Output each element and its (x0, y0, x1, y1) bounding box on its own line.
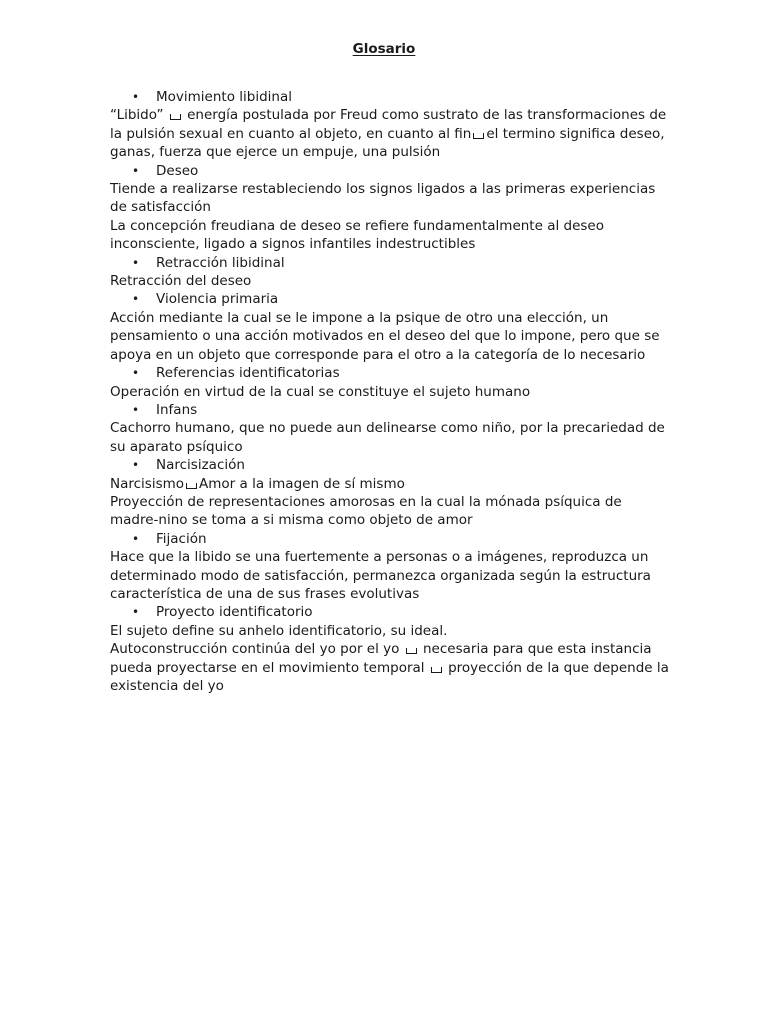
glossary-term (110, 603, 670, 621)
definition-paragraph (110, 419, 670, 456)
definition-text: Cachorro humano, que no puede aun delinearse como niño, por la precariedad de su aparato psíquico (110, 420, 665, 455)
definition-text: Autoconstrucción continúa del yo por el yo (110, 641, 404, 658)
separator-icon (170, 114, 181, 120)
separator-icon (406, 648, 417, 654)
term-label: Deseo (156, 162, 199, 179)
definition-text: el termino significa deseo, ganas, fuerza que ejerce un empuje, una pulsión (110, 125, 665, 161)
bullet-icon: • (132, 458, 140, 473)
definition-paragraph (110, 180, 670, 217)
term-label: Proyecto identificatorio (156, 604, 313, 621)
separator-icon (431, 667, 442, 673)
glossary-body (110, 88, 670, 695)
definition-paragraph (110, 548, 670, 603)
term-label: Narcisización (156, 457, 245, 474)
definition-text: Tiende a realizarse restableciendo los signos ligados a las primeras experiencias de satisfacción (110, 181, 656, 216)
definition-text: La concepción freudiana de deseo se refiere fundamentalmente al deseo inconsciente, ligado a signos infantiles indestructibles (110, 217, 604, 253)
definition-text: Acción mediante la cual se le impone a la psique de otro una elección, un pensamiento o una acción motivados en el deseo del que lo impone, pero que se apoya en un objeto que corresponde para el otro a la categoría de lo necesario (110, 309, 660, 363)
definition-paragraph (110, 475, 670, 493)
term-label: Fijación (156, 530, 207, 547)
definition-text: “Libido” (110, 107, 168, 124)
bullet-icon: • (132, 605, 140, 620)
definition-text: Operación en virtud de la cual se constituye el sujeto humano (110, 383, 531, 400)
definition-paragraph (110, 493, 670, 530)
bullet-icon: • (132, 163, 140, 178)
term-label: Retracción libidinal (156, 254, 285, 271)
glossary-term (110, 456, 670, 474)
bullet-icon: • (132, 402, 140, 417)
definition-text: Proyección de representaciones amorosas en la cual la mónada psíquica de madre-nino se toma a si misma como objeto de amor (110, 493, 622, 529)
bullet-icon: • (132, 531, 140, 546)
definition-text: El sujeto define su anhelo identificatorio, su ideal. (110, 622, 448, 639)
definition-paragraph (110, 272, 670, 290)
glossary-term (110, 290, 670, 308)
definition-paragraph (110, 383, 670, 401)
glossary-term (110, 254, 670, 272)
definition-paragraph (110, 309, 670, 364)
bullet-icon: • (132, 90, 140, 104)
definition-text: Narcisismo (110, 475, 185, 492)
separator-icon (473, 133, 484, 139)
term-label: Referencias identificatorias (156, 365, 340, 382)
definition-paragraph (110, 106, 670, 161)
definition-text: proyección de la que depende la existencia del yo (110, 659, 669, 694)
glossary-term (110, 162, 670, 180)
definition-text: energía postulada por Freud como sustrato de las transformaciones de la pulsión sexual en cuanto al objeto, en cuanto al fin (110, 107, 667, 142)
term-label: Movimiento libidinal (156, 89, 292, 105)
definition-text: Hace que la libido se una fuertemente a personas o a imágenes, reproduzca un determinado modo de satisfacción, permanezca organizada según la estructura característica de una de sus frases evolutivas (110, 549, 651, 602)
term-label: Infans (156, 401, 198, 418)
bullet-icon: • (132, 292, 140, 307)
definition-paragraph (110, 622, 670, 640)
glossary-term (110, 88, 670, 106)
definition-text: necesaria para que esta instancia pueda proyectarse en el movimiento temporal (110, 641, 652, 676)
definition-text: Retracción del deseo (110, 273, 252, 290)
glossary-term (110, 364, 670, 382)
bullet-icon: • (132, 255, 140, 270)
term-label: Violencia primaria (156, 291, 279, 308)
glossary-term (110, 401, 670, 419)
glossary-term (110, 530, 670, 548)
definition-paragraph (110, 640, 670, 695)
page-title: Glosario (352, 41, 416, 57)
bullet-icon: • (132, 366, 140, 381)
separator-icon (186, 483, 197, 489)
definition-paragraph (110, 217, 670, 254)
definition-text: Amor a la imagen de sí mismo (199, 475, 405, 492)
